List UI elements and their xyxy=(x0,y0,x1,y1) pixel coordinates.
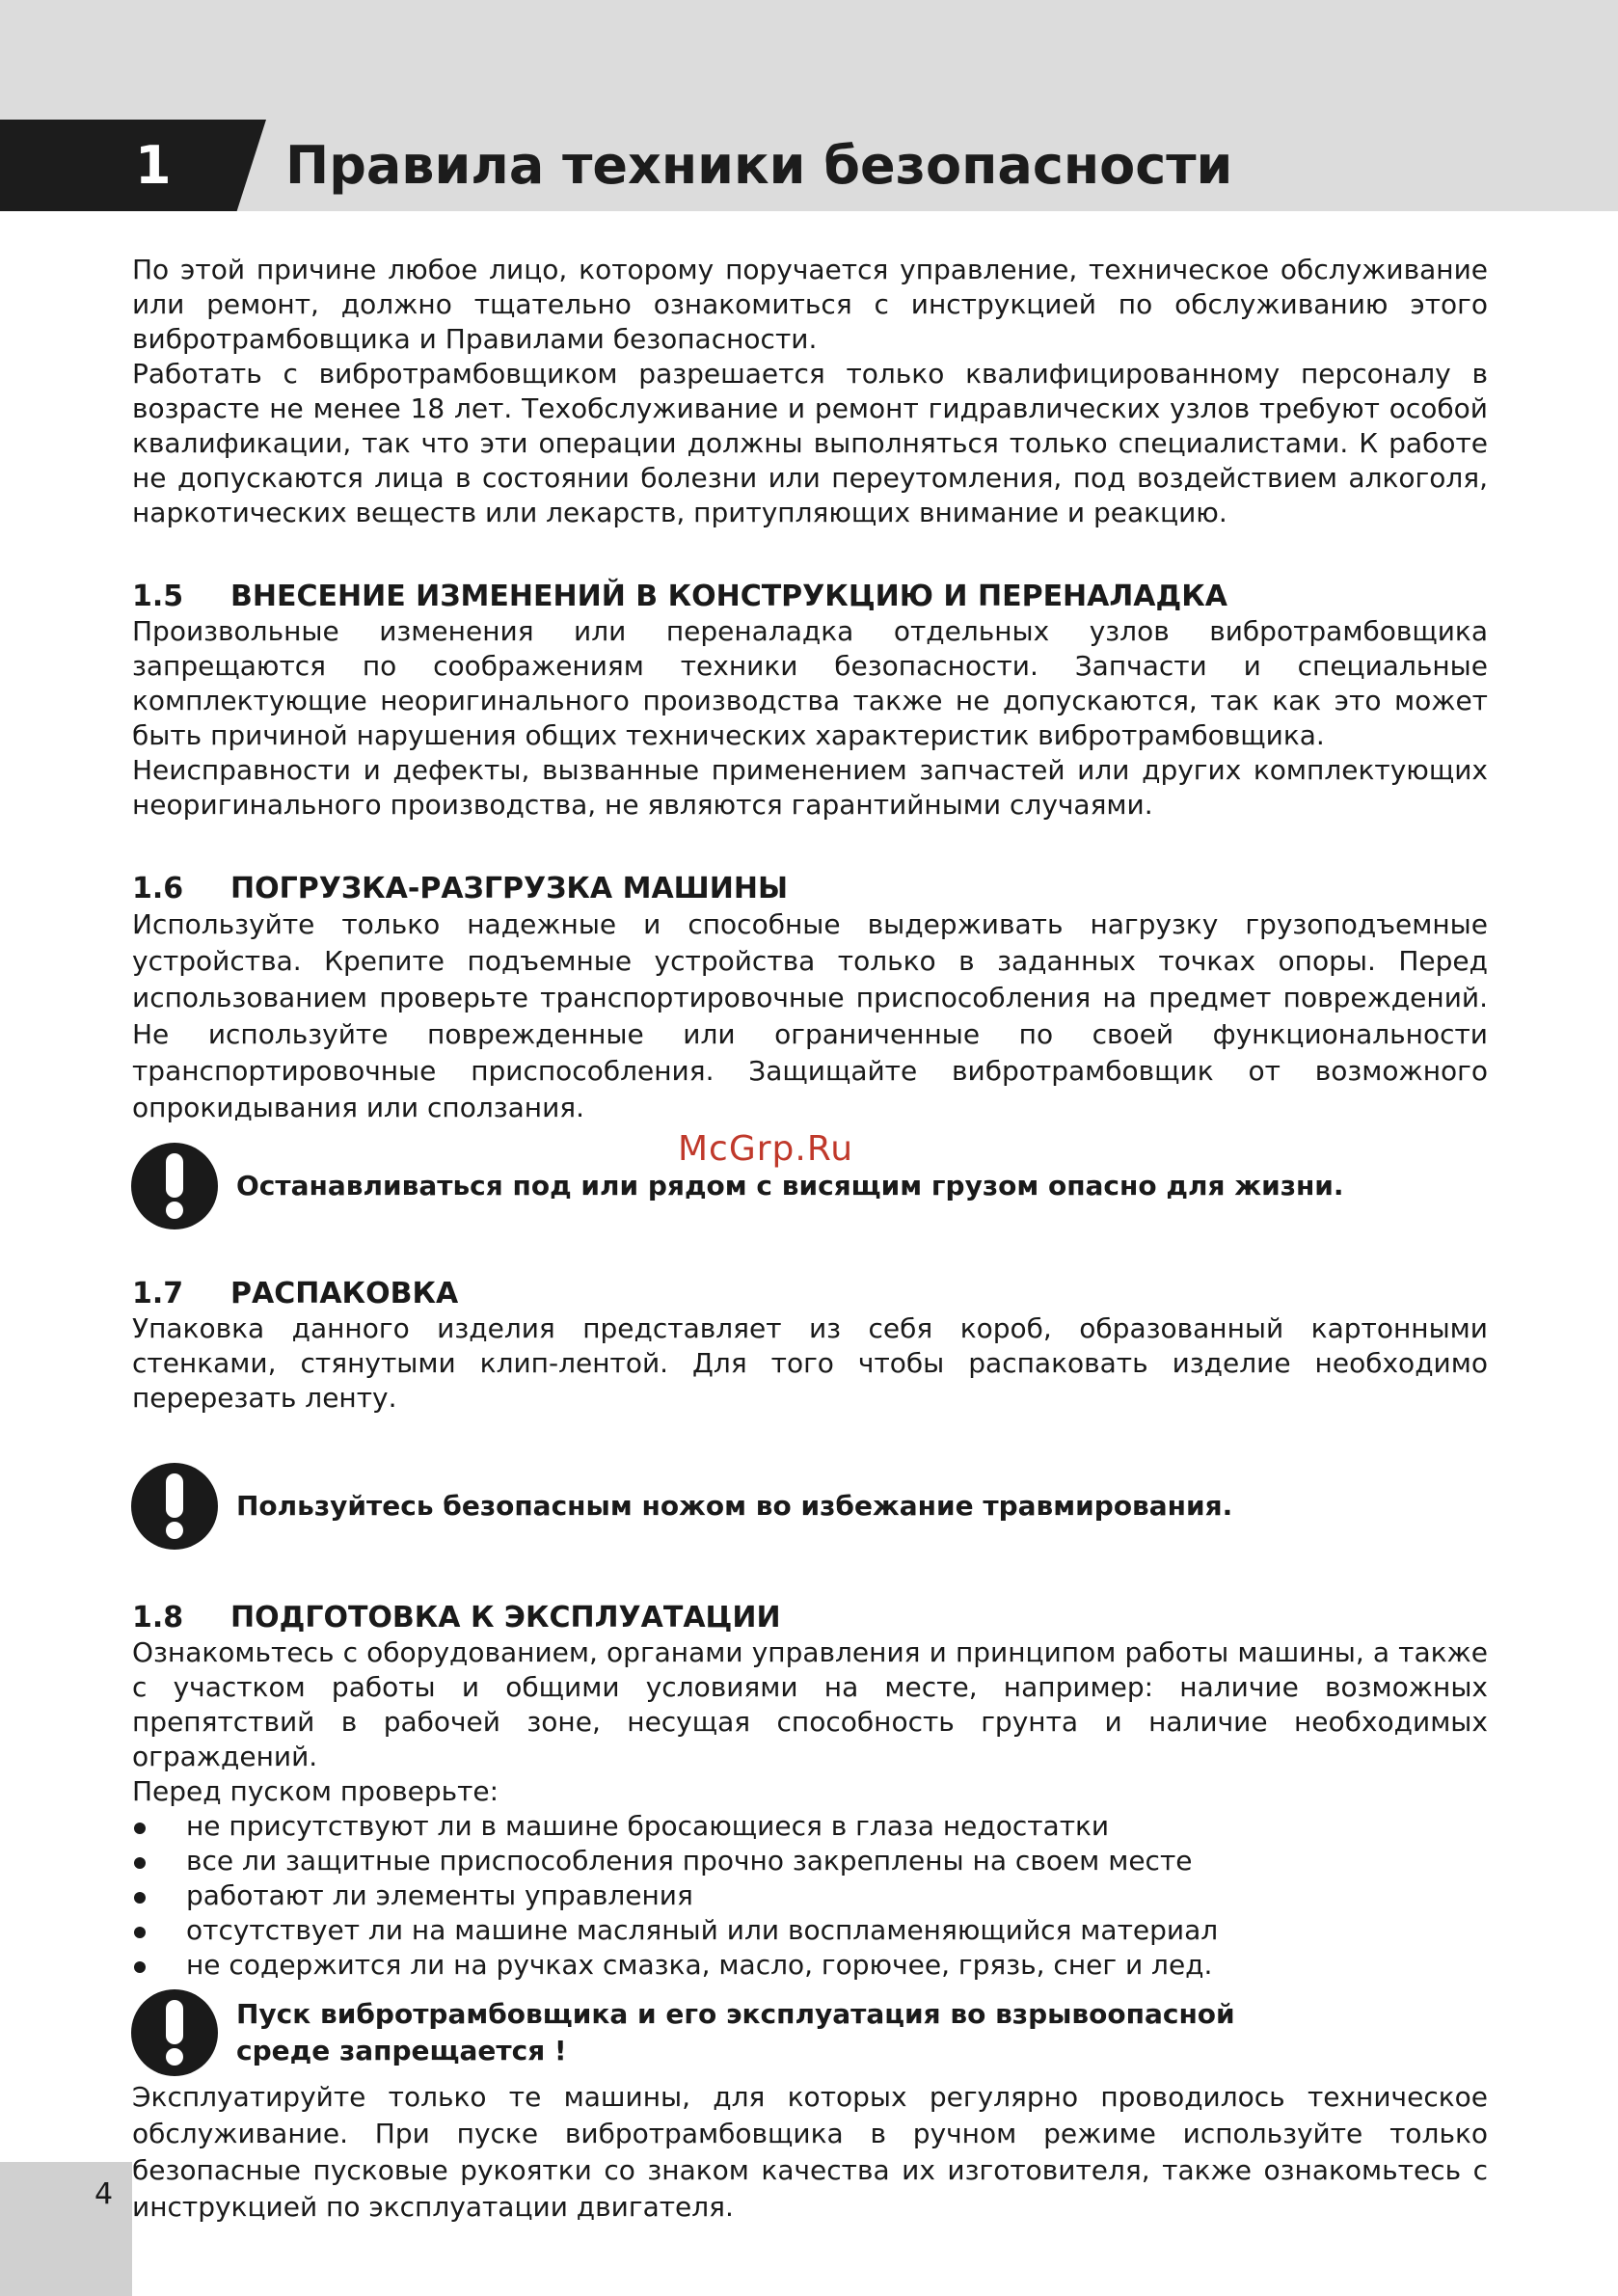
section-number: 1.6 xyxy=(132,872,184,905)
section-title: РАСПАКОВКА xyxy=(230,1277,459,1310)
section-1-8-paragraph-2: Эксплуатируйте только те машины, для которых регулярно проводилось техническое обслуживание. При пуске вибротрамбовщика в ручном режиме используйте только безопасные пусковые рукоятки со знаком качества их изготовителя, также ознакомьтесь с инструкцией по эксплуатации двигателя. xyxy=(132,2081,1488,2223)
section-1-8-heading xyxy=(132,1601,1488,1635)
section-title: ПОГРУЗКА-РАЗГРУЗКА МАШИНЫ xyxy=(230,872,789,905)
section-1-5-heading xyxy=(132,580,1488,614)
intro-paragraph-2: Работать с вибротрамбовщиком разрешается только квалифицированному персоналу в возрасте не менее 18 лет. Техобслуживание и ремонт гидравлических узлов требуют особой квалификации, так что эти операции должны выполняться только специалистами. К работе не допускаются лица в состоянии болезни или переутомления, под воздействием алкоголя, наркотических веществ или лекарств, притупляющих внимание и реакцию. xyxy=(132,358,1488,528)
section-1-8-paragraph-1: Ознакомьтесь с оборудованием, органами управления и принципом работы машины, а также с участком работы и общими условиями на месте, например: наличие возможных препятствий в рабочей зоне, несущая способность грунта и наличие необходимых ограждений. xyxy=(132,1636,1488,1772)
section-title: ВНЕСЕНИЕ ИЗМЕНЕНИЙ В КОНСТРУКЦИЮ И ПЕРЕНАЛАДКА xyxy=(230,580,1227,613)
list-item: отсутствует ли на машине масляный или воспламеняющийся материал xyxy=(132,1913,1488,1948)
warning-text: Пользуйтесь безопасным ножом во избежание травмирования. xyxy=(236,1490,1233,1522)
warning-block xyxy=(132,1462,1488,1551)
section-title: ПОДГОТОВКА К ЭКСПЛУАТАЦИИ xyxy=(230,1601,781,1634)
pre-start-checklist xyxy=(132,1809,1488,1983)
exclamation-warning-icon xyxy=(130,1988,219,2077)
list-item: не содержится ли на ручках смазка, масло, горючее, грязь, снег и лед. xyxy=(132,1948,1488,1983)
section-number: 1.5 xyxy=(132,580,184,613)
section-1-7-heading xyxy=(132,1277,1488,1311)
exclamation-warning-icon xyxy=(130,1142,219,1230)
page-content xyxy=(132,253,1488,2226)
list-item: не присутствуют ли в машине бросающиеся в глаза недостатки xyxy=(132,1809,1488,1844)
exclamation-warning-icon xyxy=(130,1462,219,1551)
chapter-number: 1 xyxy=(135,135,172,196)
section-1-7-paragraph: Упаковка данного изделия представляет из себя короб, образованный картонными стенками, стянутыми клип-лентой. Для того чтобы распаковать изделие необходимо перерезать ленту. xyxy=(132,1312,1488,1414)
section-1-6-heading xyxy=(132,872,1488,906)
page-number: 4 xyxy=(94,2177,114,2211)
checklist-lead: Перед пуском проверьте: xyxy=(132,1775,499,1807)
warning-block xyxy=(132,1988,1488,2077)
chapter-title: Правила техники безопасности xyxy=(285,135,1233,196)
watermark-text: McGrp.Ru xyxy=(678,1129,854,1169)
section-1-6-paragraph: Используйте только надежные и способные выдерживать нагрузку грузоподъемные устройства. Крепите подъемные устройства только в заданных точках опоры. Перед использованием проверьте транспортировочные приспособления на предмет повреждений. Не используйте поврежденные или ограниченные по своей функциональности транспортировочные приспособления. Защищайте вибротрамбовщик от возможного опрокидывания или сползания. xyxy=(132,908,1488,1123)
list-item: все ли защитные приспособления прочно закреплены на своем месте xyxy=(132,1844,1488,1878)
intro-paragraph-1: По этой причине любое лицо, которому поручается управление, техническое обслуживание или ремонт, должно тщательно ознакомиться с инструкцией по обслуживанию этого вибротрамбовщика и Правилами безопасности. xyxy=(132,254,1488,355)
section-1-5-paragraph-2: Неисправности и дефекты, вызванные применением запчастей или других комплектующих неоригинального производства, не являются гарантийными случаями. xyxy=(132,754,1488,821)
section-number: 1.7 xyxy=(132,1277,184,1310)
section-number: 1.8 xyxy=(132,1601,184,1634)
warning-text: Останавливаться под или рядом с висящим грузом опасно для жизни. xyxy=(236,1170,1344,1202)
list-item: работают ли элементы управления xyxy=(132,1878,1488,1913)
warning-text: Пуск вибротрамбовщика и его эксплуатация во взрывоопасной среде запрещается ! xyxy=(236,1998,1235,2066)
chapter-badge xyxy=(0,120,266,211)
section-1-5-paragraph-1: Произвольные изменения или переналадка отдельных узлов вибротрамбовщика запрещаются по соображениям техники безопасности. Запчасти и специальные комплектующие неоригинального производства также не допускаются, так как это может быть причиной нарушения общих технических характеристик вибротрамбовщика. xyxy=(132,615,1488,751)
